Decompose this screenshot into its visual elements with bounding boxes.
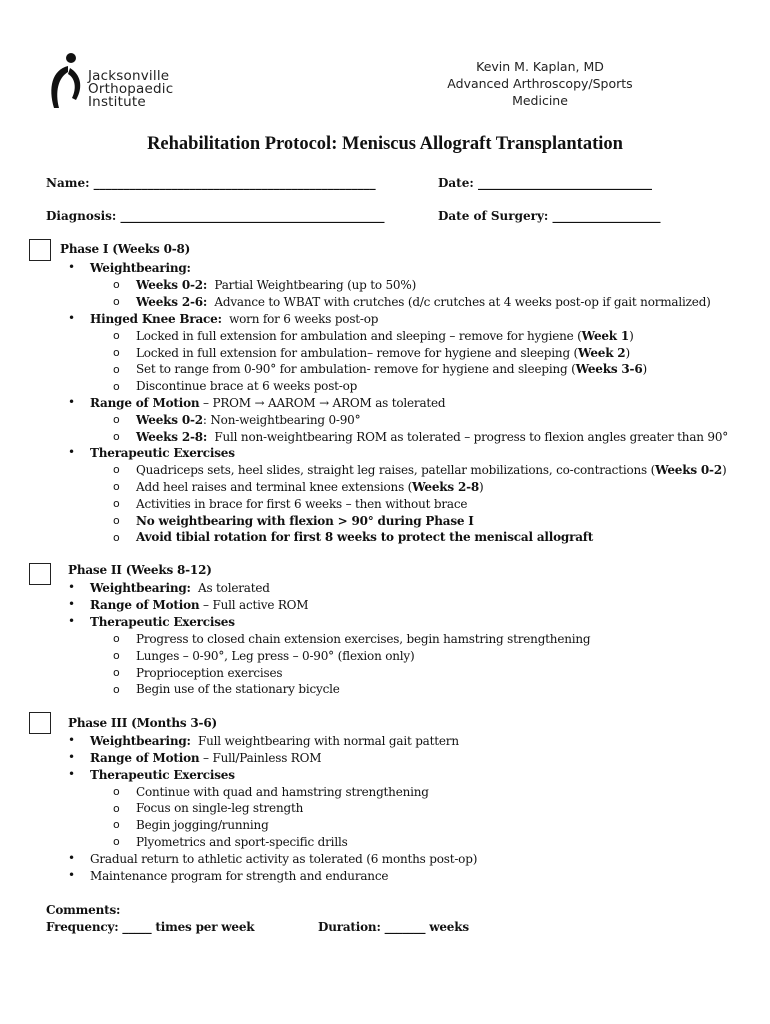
bullet-icon: • <box>68 767 76 781</box>
sub-bullet-icon: o <box>113 295 120 308</box>
bullet-icon: • <box>68 851 76 865</box>
doctor-name: Kevin M. Kaplan, MD <box>476 59 604 74</box>
name-field[interactable]: Name: _______________________________________________ <box>46 176 376 190</box>
diagnosis-field[interactable]: Diagnosis: ____________________________________________ <box>46 209 385 223</box>
date-field[interactable]: Date: _____________________________ <box>438 176 652 190</box>
logo-figure-icon <box>46 52 90 112</box>
phase2-therapeutic-label: Therapeutic Exercises <box>90 615 235 629</box>
phase1-brace-item: Set to range from 0-90° for ambulation- remove for hygiene and sleeping (Weeks 3-6) <box>136 362 647 376</box>
sub-bullet-icon: o <box>113 380 120 393</box>
phase1-brace-item: Locked in full extension for ambulation– remove for hygiene and sleeping (Week 2) <box>136 346 630 360</box>
phase2-exercise-item: Begin use of the stationary bicycle <box>136 682 340 696</box>
sub-bullet-icon: o <box>113 683 120 696</box>
page-title: Rehabilitation Protocol: Meniscus Allograft Transplantation <box>147 134 623 154</box>
bullet-icon: • <box>68 733 76 747</box>
phase3-rom: Range of Motion – Full/Painless ROM <box>90 751 322 765</box>
bullet-icon: • <box>68 445 76 459</box>
sub-bullet-icon: o <box>113 363 120 376</box>
sub-bullet-icon: o <box>113 818 120 831</box>
frequency-field[interactable]: Frequency: _____ times per week <box>46 920 255 934</box>
phase2-exercise-item: Lunges – 0-90°, Leg press – 0-90° (flexion only) <box>136 649 415 663</box>
phase2-exercise-item: Proprioception exercises <box>136 666 283 680</box>
sub-bullet-icon: o <box>113 346 120 359</box>
bullet-icon: • <box>68 868 76 882</box>
phase2-weightbearing: Weightbearing: As tolerated <box>90 581 270 595</box>
phase1-brace-item: Locked in full extension for ambulation and sleeping – remove for hygiene (Week 1) <box>136 329 634 343</box>
sub-bullet-icon: o <box>113 278 120 291</box>
jacksonville-orthopaedic-logo <box>46 52 216 112</box>
phase1-exercise-item: Activities in brace for first 6 weeks – then without brace <box>136 497 468 511</box>
phase1-rom-item: Weeks 2-8: Full non-weightbearing ROM as tolerated – progress to flexion angles greater than 90° <box>136 430 729 444</box>
phase3-checkbox[interactable] <box>29 712 51 734</box>
phase1-exercise-item: No weightbearing with flexion > 90° during Phase I <box>136 514 474 528</box>
phase3-weightbearing: Weightbearing: Full weightbearing with normal gait pattern <box>90 734 459 748</box>
bullet-icon: • <box>68 260 76 274</box>
phase1-wb-item: Weeks 2-6: Advance to WBAT with crutches (d/c crutches at 4 weeks post-op if gait normalized) <box>136 295 711 309</box>
phase3-therapeutic-label: Therapeutic Exercises <box>90 768 235 782</box>
sub-bullet-icon: o <box>113 785 120 798</box>
date-of-surgery-field[interactable]: Date of Surgery: __________________ <box>438 209 661 223</box>
phase1-brace-item: Discontinue brace at 6 weeks post-op <box>136 379 358 393</box>
doctor-info <box>430 58 650 109</box>
doctor-specialty-cont: Medicine <box>512 93 568 108</box>
sub-bullet-icon: o <box>113 329 120 342</box>
sub-bullet-icon: o <box>113 666 120 679</box>
sub-bullet-icon: o <box>113 463 120 476</box>
sub-bullet-icon: o <box>113 835 120 848</box>
sub-bullet-icon: o <box>113 802 120 815</box>
phase1-checkbox[interactable] <box>29 239 51 261</box>
phase3-bullet-item: Gradual return to athletic activity as tolerated (6 months post-op) <box>90 852 478 866</box>
bullet-icon: • <box>68 614 76 628</box>
sub-bullet-icon: o <box>113 480 120 493</box>
phase1-weightbearing-label: Weightbearing: <box>90 261 191 275</box>
phase2-exercise-item: Progress to closed chain extension exercises, begin hamstring strengthening <box>136 632 591 646</box>
phase1-rom: Range of Motion – PROM → AAROM → AROM as tolerated <box>90 396 446 410</box>
phase3-exercise-item: Begin jogging/running <box>136 818 269 832</box>
logo-text: Jacksonville Orthopaedic Institute <box>88 68 174 110</box>
phase3-heading: Phase III (Months 3-6) <box>68 716 217 730</box>
sub-bullet-icon: o <box>113 430 120 443</box>
phase3-exercise-item: Continue with quad and hamstring strengthening <box>136 785 429 799</box>
phase3-exercise-item: Focus on single-leg strength <box>136 801 304 815</box>
phase2-checkbox[interactable] <box>29 563 51 585</box>
phase1-heading: Phase I (Weeks 0-8) <box>60 242 191 256</box>
phase1-exercise-item: Avoid tibial rotation for first 8 weeks to protect the meniscal allograft <box>136 530 594 544</box>
phase1-exercise-item: Add heel raises and terminal knee extensions (Weeks 2-8) <box>136 480 484 494</box>
phase3-bullet-item: Maintenance program for strength and endurance <box>90 869 389 883</box>
bullet-icon: • <box>68 597 76 611</box>
phase1-rom-item: Weeks 0-2: Non-weightbearing 0-90° <box>136 413 361 427</box>
duration-field[interactable]: Duration: _______ weeks <box>318 920 469 934</box>
phase2-heading: Phase II (Weeks 8-12) <box>68 563 212 577</box>
phase1-wb-item: Weeks 0-2: Partial Weightbearing (up to 50%) <box>136 278 417 292</box>
sub-bullet-icon: o <box>113 649 120 662</box>
sub-bullet-icon: o <box>113 413 120 426</box>
phase1-exercise-item: Quadriceps sets, heel slides, straight leg raises, patellar mobilizations, co-contractions (Weeks 0-2) <box>136 463 727 477</box>
phase1-therapeutic-label: Therapeutic Exercises <box>90 446 235 460</box>
comments-label: Comments: <box>46 903 121 917</box>
sub-bullet-icon: o <box>113 514 120 527</box>
sub-bullet-icon: o <box>113 531 120 544</box>
sub-bullet-icon: o <box>113 632 120 645</box>
phase1-brace: Hinged Knee Brace: worn for 6 weeks post-op <box>90 312 379 326</box>
phase3-exercise-item: Plyometrics and sport-specific drills <box>136 835 348 849</box>
sub-bullet-icon: o <box>113 497 120 510</box>
bullet-icon: • <box>68 580 76 594</box>
doctor-specialty: Advanced Arthroscopy/Sports <box>447 76 633 91</box>
phase2-rom: Range of Motion – Full active ROM <box>90 598 309 612</box>
bullet-icon: • <box>68 311 76 325</box>
bullet-icon: • <box>68 750 76 764</box>
bullet-icon: • <box>68 395 76 409</box>
